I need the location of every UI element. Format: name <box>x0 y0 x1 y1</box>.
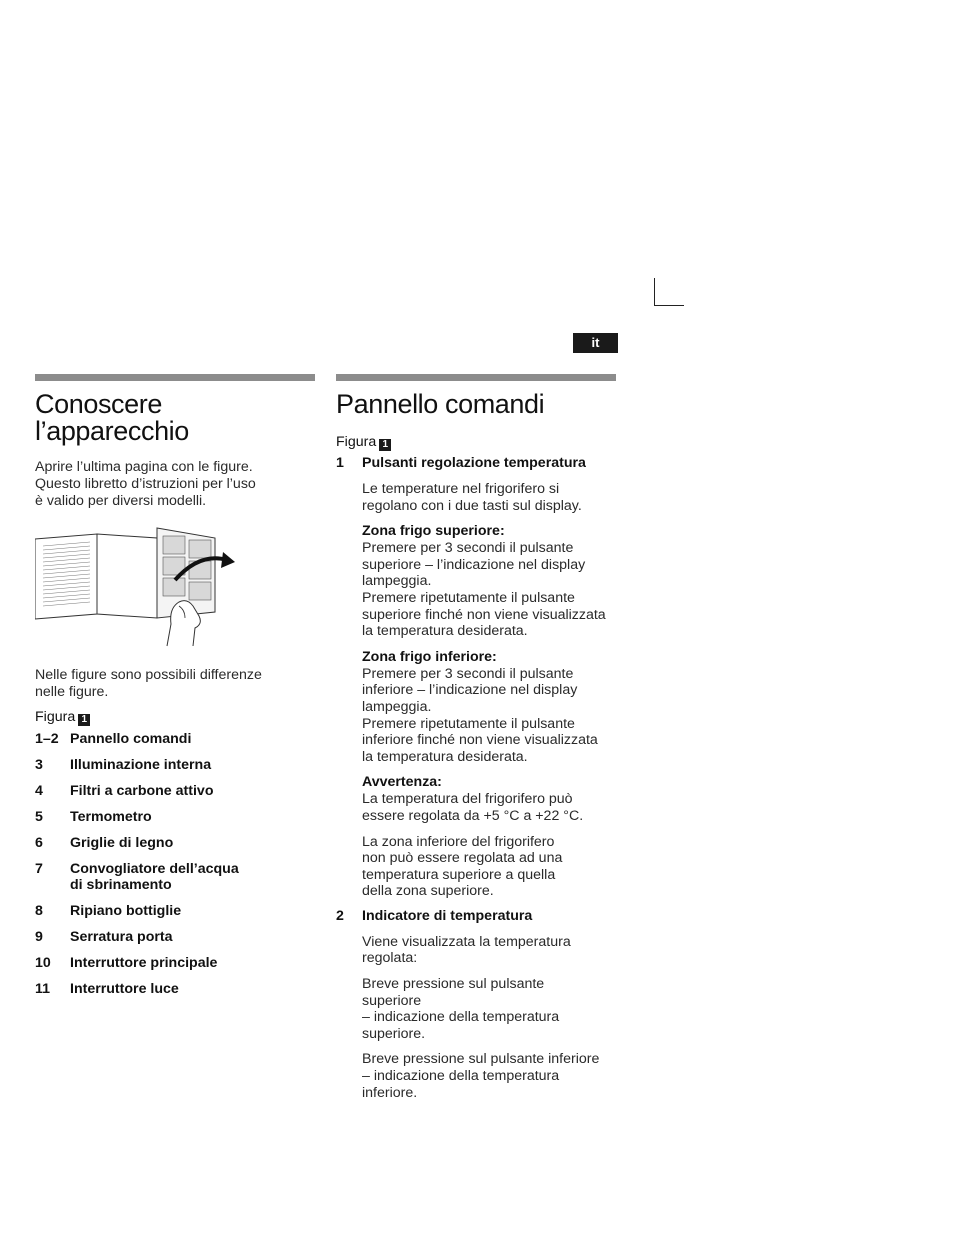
list-item: 3 Illuminazione interna <box>35 757 212 773</box>
list-item: 7 Convogliatore dell’acqua di sbrinamento <box>35 861 239 893</box>
crop-mark <box>654 305 684 306</box>
figure-reference <box>336 434 626 451</box>
list-item: 4 Filtri a carbone attivo <box>35 783 214 799</box>
component-list <box>35 731 315 997</box>
list-item: 1–2 Pannello comandi <box>35 731 192 747</box>
text-line: Nelle figure sono possibili differenze <box>35 667 262 683</box>
list-item: 5 Termometro <box>35 809 152 825</box>
section-title: Pannello comandi <box>336 389 545 419</box>
sub-heading: Avvertenza: <box>362 774 442 791</box>
list-item: 8 Ripiano bottiglie <box>35 903 182 919</box>
note-paragraph <box>35 667 315 701</box>
paragraph: La temperatura del frigorifero può essere regolata da +5 °C a +22 °C. <box>362 791 584 824</box>
list-item: 11 Interruttore luce <box>35 981 179 997</box>
zona-superiore-block <box>362 523 626 640</box>
language-tab: it <box>573 333 618 353</box>
section-title <box>35 391 315 445</box>
text-line: Questo libretto d’istruzioni per l’uso <box>35 476 256 492</box>
section-rule <box>35 374 315 381</box>
section-rule <box>336 374 616 381</box>
subsection-heading: 2 Indicatore di temperatura <box>336 907 533 924</box>
list-item: 6 Griglie di legno <box>35 835 174 851</box>
figure-number-badge: 1 <box>379 439 391 451</box>
sub-heading: Zona frigo superiore: <box>362 523 505 540</box>
crop-mark <box>654 278 655 306</box>
text-line: nelle figure. <box>35 684 109 700</box>
paragraph: Premere per 3 secondi il pulsante superiore – l’indicazione nel display lampeggia. Premere ripetutamente il pulsante superiore finché non viene visualizzata la temperatura desiderata. <box>362 540 606 640</box>
figure-reference <box>35 709 315 726</box>
figure-label: Figura <box>35 709 76 725</box>
text-line: è valido per diversi modelli. <box>35 493 207 509</box>
text-line: Aprire l’ultima pagina con le figure. <box>35 459 253 475</box>
title-line: Conoscere <box>35 389 162 419</box>
subsection-heading: 1 Pulsanti regolazione temperatura <box>336 455 586 471</box>
section-pannello-comandi <box>336 374 626 1101</box>
list-item: 10 Interruttore principale <box>35 955 218 971</box>
manual-illustration <box>35 524 245 648</box>
paragraph: Viene visualizzata la temperatura regolata: <box>362 933 571 967</box>
figure-label: Figura <box>336 434 377 450</box>
paragraph: Breve pressione sul pulsante superiore – indicazione della temperatura superiore. <box>362 976 560 1042</box>
intro-paragraph <box>35 459 315 510</box>
paragraph: La zona inferiore del frigorifero non può essere regolata ad una temperatura superiore a quella della zona superiore. <box>362 833 563 900</box>
section-conoscere <box>35 374 315 1007</box>
paragraph: Breve pressione sul pulsante inferiore – indicazione della temperatura inferiore. <box>362 1051 600 1101</box>
zona-inferiore-block <box>362 649 626 766</box>
sub-heading: Zona frigo inferiore: <box>362 648 497 665</box>
figure-number-badge: 1 <box>78 714 90 726</box>
paragraph: Premere per 3 secondi il pulsante inferiore – l’indicazione nel display lampeggia. Premere ripetutamente il pulsante inferiore finché non viene visualizzata la temperatura desiderata. <box>362 665 598 765</box>
paragraph: Le temperature nel frigorifero si regolano con i due tasti sul display. <box>362 481 582 514</box>
avvertenza-block <box>362 774 626 824</box>
title-line: l’apparecchio <box>35 416 189 446</box>
list-item: 9 Serratura porta <box>35 929 173 945</box>
